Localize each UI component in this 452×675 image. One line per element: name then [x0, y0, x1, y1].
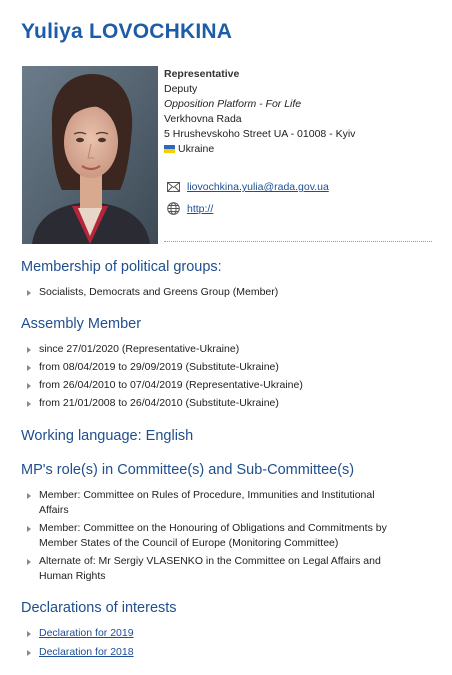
arrow-bullet-icon: [27, 401, 31, 407]
list-item: Alternate of: Mr Sergiy VLASENKO in the Committee on Legal Affairs and Human Rights: [27, 554, 397, 584]
declaration-link-2019[interactable]: Declaration for 2019: [39, 627, 134, 639]
representative-details: [164, 67, 355, 157]
declarations-list: [27, 626, 134, 660]
list-item: [27, 645, 134, 660]
separator: [164, 241, 432, 242]
membership-title: Membership of political groups:: [21, 259, 222, 275]
committees-title: MP's role(s) in Committee(s) and Sub-Committee(s): [21, 462, 355, 478]
list-item: Member: Committee on the Honouring of Obligations and Commitments by Member States of the Council of Europe (Monitoring Committee): [27, 521, 397, 551]
globe-icon: [167, 202, 180, 215]
list-item: since 27/01/2020 (Representative-Ukraine): [27, 342, 303, 357]
website-link[interactable]: http://: [187, 202, 214, 215]
country-label: Ukraine: [178, 143, 215, 155]
membership-list: [27, 285, 278, 300]
arrow-bullet-icon: [27, 526, 31, 532]
list-item: from 26/04/2010 to 07/04/2019 (Representative-Ukraine): [27, 378, 303, 393]
website-row: [167, 202, 213, 215]
page-title: Yuliya LOVOCHKINA: [21, 20, 233, 43]
ukraine-flag-icon: [164, 145, 175, 153]
declaration-link-2018[interactable]: Declaration for 2018: [39, 646, 134, 658]
list-item: [27, 626, 134, 641]
portrait-photo: [22, 66, 158, 244]
address-label: 5 Hrushevskoho Street UA - 01008 - Kyiv: [164, 128, 356, 140]
position-label: Deputy: [164, 83, 198, 95]
list-item: Socialists, Democrats and Greens Group (Member): [27, 285, 278, 300]
parliament-label: Verkhovna Rada: [164, 113, 242, 125]
declarations-title: Declarations of interests: [21, 600, 177, 616]
party-label: Opposition Platform - For Life: [164, 98, 302, 110]
arrow-bullet-icon: [27, 493, 31, 499]
assembly-list: [27, 342, 303, 411]
arrow-bullet-icon: [27, 631, 31, 637]
list-item: Member: Committee on Rules of Procedure, Immunities and Institutional Affairs: [27, 488, 397, 518]
arrow-bullet-icon: [27, 650, 31, 656]
envelope-icon: [167, 182, 180, 192]
email-row: [167, 181, 329, 193]
working-language-title: Working language: English: [21, 428, 194, 444]
role-label: Representative: [164, 68, 240, 80]
arrow-bullet-icon: [27, 347, 31, 353]
list-item: from 21/01/2008 to 26/04/2010 (Substitute-Ukraine): [27, 396, 303, 411]
committees-list: [27, 488, 397, 584]
email-link[interactable]: liovochkina.yulia@rada.gov.ua: [187, 181, 329, 193]
arrow-bullet-icon: [27, 559, 31, 565]
country-row: [164, 142, 355, 157]
assembly-title: Assembly Member: [21, 316, 142, 332]
portrait-image: [22, 66, 158, 244]
arrow-bullet-icon: [27, 383, 31, 389]
list-item: from 08/04/2019 to 29/09/2019 (Substitute-Ukraine): [27, 360, 303, 375]
arrow-bullet-icon: [27, 290, 31, 296]
arrow-bullet-icon: [27, 365, 31, 371]
